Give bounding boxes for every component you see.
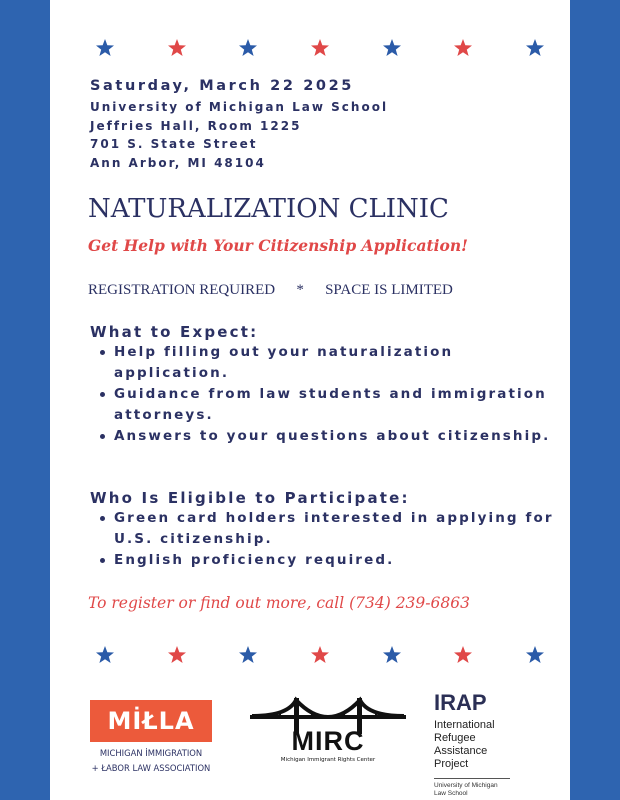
star-icon xyxy=(310,38,330,58)
star-icon xyxy=(167,38,187,58)
call-to-action: To register or find out more, call (734) 239-6863 xyxy=(88,594,470,612)
list-item: Help filling out your naturalization application. xyxy=(90,342,560,384)
milla-mark: MİŁLA xyxy=(90,700,212,742)
star-icon xyxy=(95,645,115,665)
section-heading: Who Is Eligible to Participate: xyxy=(90,489,410,507)
star-icon xyxy=(95,38,115,58)
star-icon xyxy=(310,645,330,665)
bullet-icon xyxy=(100,558,105,563)
page-title: NATURALIZATION CLINIC xyxy=(88,194,449,224)
irap-wordmark: IRAP xyxy=(434,690,487,715)
what-to-expect-section xyxy=(90,322,560,447)
star-icon xyxy=(453,645,473,665)
milla-logo xyxy=(90,700,212,773)
event-details xyxy=(90,78,550,172)
bottom-star-row xyxy=(95,645,545,665)
event-date: Saturday, March 22 2025 xyxy=(90,78,354,94)
bullet-icon xyxy=(100,392,105,397)
star-icon xyxy=(382,38,402,58)
bullet-icon xyxy=(100,516,105,521)
star-icon xyxy=(167,645,187,665)
bullet-icon xyxy=(100,350,105,355)
space-limited: SPACE IS LIMITED xyxy=(325,282,453,298)
star-icon xyxy=(382,645,402,665)
milla-line-1: MICHIGAN İMMIGRATION xyxy=(99,748,203,758)
list-item: Green card holders interested in applying for U.S. citizenship. xyxy=(90,508,560,550)
eligibility-section xyxy=(90,488,560,571)
milla-line-2: + ŁABOR LAW ASSOCIATION xyxy=(91,763,211,773)
location-line: 701 S. State Street xyxy=(90,137,258,151)
star-icon xyxy=(525,38,545,58)
star-icon xyxy=(238,38,258,58)
page-subtitle: Get Help with Your Citizenship Application! xyxy=(88,236,468,255)
mirc-wordmark: MIRC xyxy=(291,726,365,756)
star-icon xyxy=(238,645,258,665)
separator: * xyxy=(296,282,304,298)
mirc-subtitle: Michigan Immigrant Rights Center xyxy=(280,757,376,763)
irap-full-name: International Refugee Assistance Project xyxy=(434,719,495,770)
location-line: Ann Arbor, MI 48104 xyxy=(90,155,266,170)
location-line: University of Michigan Law School xyxy=(90,100,389,114)
star-icon xyxy=(453,38,473,58)
list-item: English proficiency required. xyxy=(90,550,560,571)
list-item: Answers to your questions about citizenship. xyxy=(90,426,560,447)
star-icon xyxy=(525,645,545,665)
flyer-page xyxy=(50,0,570,800)
section-heading: What to Expect: xyxy=(90,323,259,341)
top-star-row xyxy=(95,38,545,58)
requirements-line xyxy=(88,282,548,299)
list-item: Guidance from law students and immigration attorneys. xyxy=(90,384,560,426)
bullet-icon xyxy=(100,434,105,439)
mirc-logo xyxy=(248,694,408,794)
irap-affiliation: University of Michigan Law School xyxy=(434,782,498,797)
registration-required: REGISTRATION REQUIRED xyxy=(88,282,276,298)
location-line: Jeffries Hall, Room 1225 xyxy=(90,118,302,133)
irap-logo xyxy=(434,690,554,798)
divider xyxy=(434,778,510,779)
